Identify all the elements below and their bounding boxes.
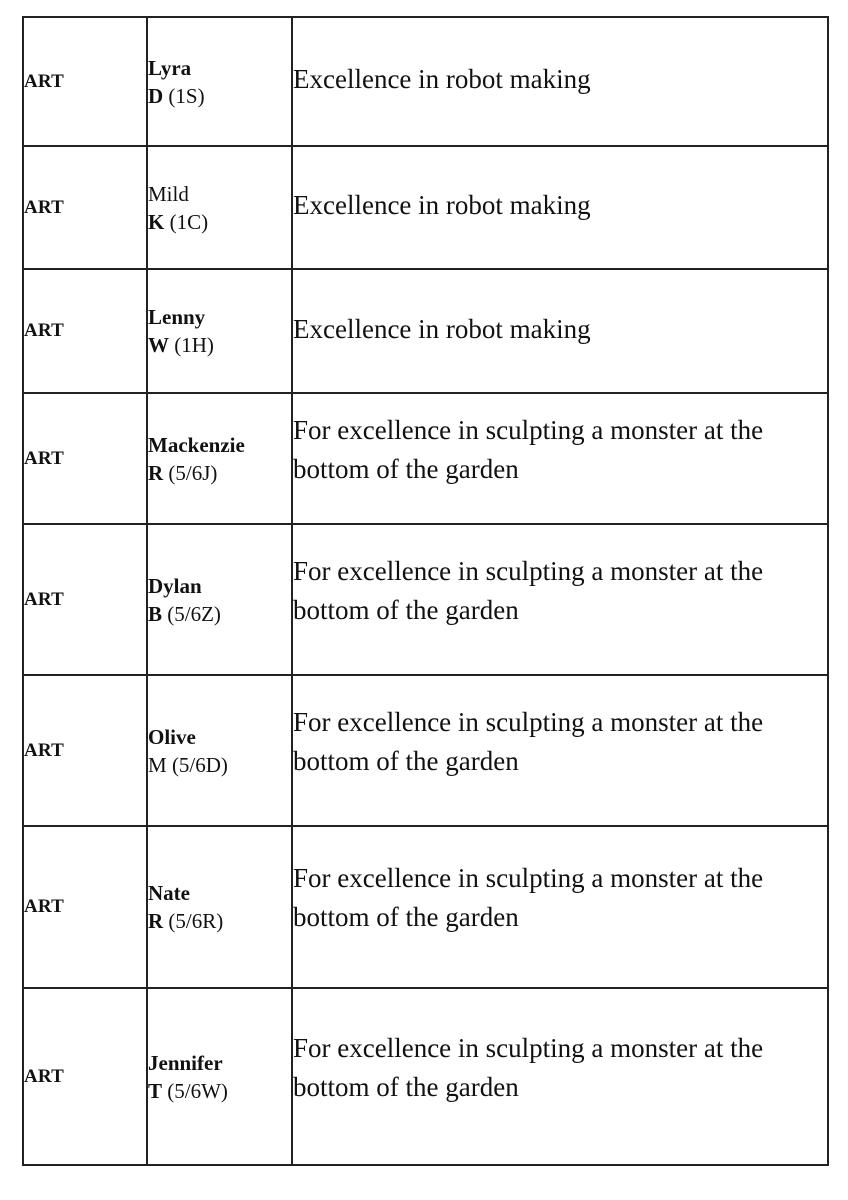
award-reason: For excellence in sculpting a monster at the bottom of the garden [293,863,764,932]
award-reason: For excellence in sculpting a monster at the bottom of the garden [293,706,764,776]
student-first-name: Lyra [148,55,192,80]
student-name-cell [147,826,292,988]
student-first-name: Mackenzie [148,432,245,457]
subject-cell: ART [23,826,147,988]
table-row [23,17,828,146]
award-reason: For excellence in sculpting a monster at the bottom of the garden [293,555,764,625]
award-reason: Excellence in robot making [293,313,591,344]
award-reason: Excellence in robot making [293,64,591,94]
student-first-name: Nate [148,881,190,905]
student-name-cell [147,675,292,826]
student-class: (5/6D) [171,752,228,777]
table-row [23,826,828,988]
student-name-cell [147,393,292,524]
student-class: (5/6R) [168,909,224,933]
awards-table [22,16,829,1166]
student-name-cell [147,988,292,1165]
student-first-name: Dylan [148,573,202,598]
award-reason-cell [292,393,828,524]
table-row [23,988,828,1165]
subject-cell: ART [23,17,147,146]
student-first-name: Jennifer [148,1050,223,1075]
award-reason: Excellence in robot making [293,190,591,220]
student-initial: B [148,601,163,626]
student-first-name: Mild [148,181,189,206]
student-class: (1S) [168,83,205,108]
student-class: (1C) [169,209,209,234]
subject-cell: ART [23,269,147,393]
award-reason-cell [292,269,828,393]
table-row [23,675,828,826]
award-reason-cell [292,988,828,1165]
subject-cell: ART [23,988,147,1165]
student-class: (5/6Z) [167,601,221,626]
student-initial: W [148,333,169,357]
award-reason-cell [292,524,828,675]
student-initial: D [148,83,164,108]
student-name-cell [147,269,292,393]
award-reason-cell [292,675,828,826]
student-first-name: Lenny [148,305,206,329]
subject-cell: ART [23,524,147,675]
table-row [23,269,828,393]
subject-cell: ART [23,146,147,269]
student-initial: T [148,1078,163,1103]
award-reason: For excellence in sculpting a monster at the bottom of the garden [293,1032,764,1102]
award-reason: For excellence in sculpting a monster at the bottom of the garden [293,414,764,484]
student-initial: R [148,909,164,933]
table-row [23,393,828,524]
award-reason-cell [292,826,828,988]
student-name-cell [147,17,292,146]
student-name-cell [147,146,292,269]
student-name-cell [147,524,292,675]
table-row [23,146,828,269]
award-reason-cell [292,17,828,146]
student-initial: K [148,209,165,234]
student-class: (1H) [174,333,214,357]
student-class: (5/6J) [168,460,218,485]
student-first-name: Olive [148,724,196,749]
student-class: (5/6W) [167,1078,228,1103]
award-reason-cell [292,146,828,269]
subject-cell: ART [23,675,147,826]
table-row [23,524,828,675]
student-initial: M [148,752,167,777]
subject-cell: ART [23,393,147,524]
student-initial: R [148,460,164,485]
